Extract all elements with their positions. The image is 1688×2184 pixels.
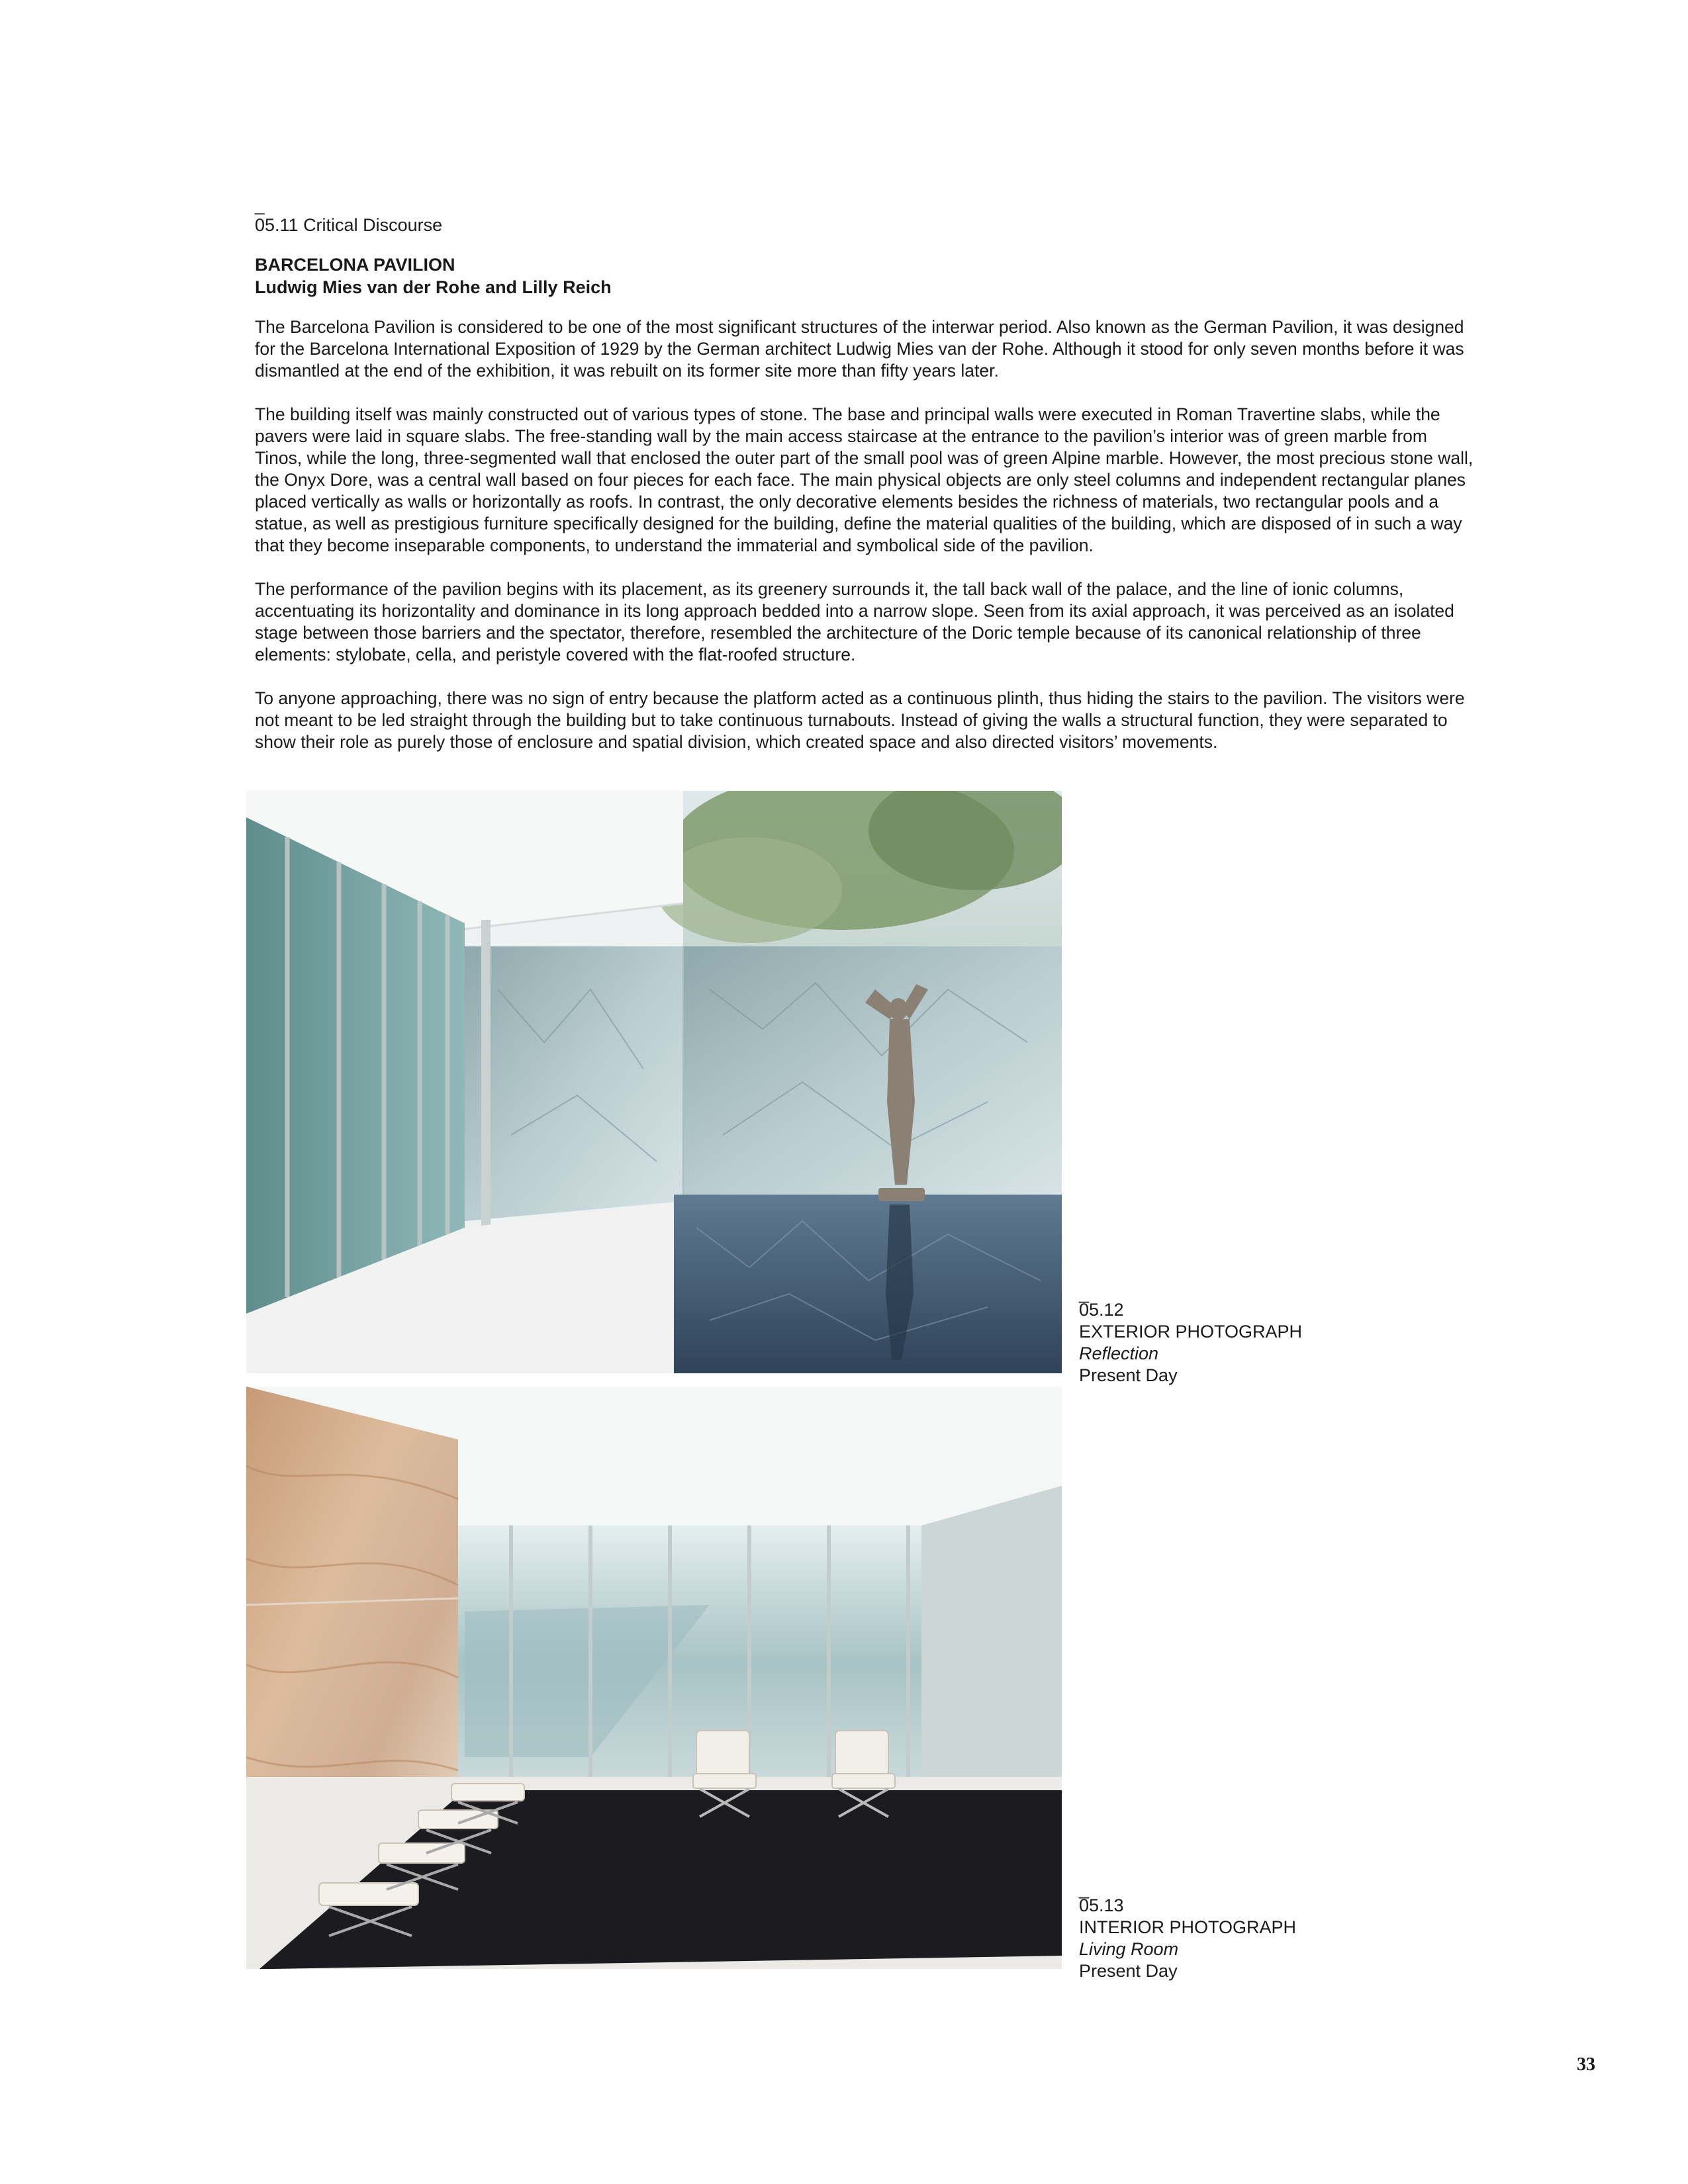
- caption-subject: Living Room: [1079, 1939, 1179, 1959]
- paragraph: The building itself was mainly constructed out of various types of stone. The base and principal walls were executed in Roman Travertine slabs, while the pavers were laid in square slabs. The free-standing wall by the main access staircase at the entrance to the pavilion’s interior was of green marble from Tinos, while the long, three-segmented wall that enclosed the outer part of the small pool was of green Alpine marble. However, the most precious stone wall, the Onyx Dore, was a central wall based on four pieces for each face. The main physical objects are only steel columns and independent rectangular planes placed vertically as walls or horizontally as roofs. In contrast, the only decorative elements besides the richness of materials, two rectangular pools and a statue, as well as prestigious furniture specifically designed for the building, define the material qualities of the building, which are disposed of in such a way that they become inseparable components, to understand the immaterial and symbolical side of the pavilion.: [255, 404, 1474, 555]
- chair: [693, 1731, 756, 1788]
- page-subtitle: Ludwig Mies van der Rohe and Lilly Reich: [255, 277, 612, 297]
- caption-date: Present Day: [1079, 1961, 1178, 1981]
- figure-caption-interior: [1079, 1879, 1297, 1982]
- exterior-photograph-drawing: [246, 791, 1062, 1373]
- page-title: BARCELONA PAVILION: [255, 255, 455, 275]
- section-dash: _: [255, 195, 265, 215]
- figure-caption-exterior: [1079, 1283, 1303, 1387]
- page-number: 33: [1577, 2054, 1595, 2075]
- interior-photograph-drawing: [246, 1387, 1062, 1969]
- caption-number: 05.13: [1079, 1895, 1124, 1915]
- paragraph: To anyone approaching, there was no sign of entry because the platform acted as a continuous plinth, thus hiding the stairs to the pavilion. The visitors were not meant to be led straight through the building but to take continuous turnabouts. Instead of giving the walls a structural function, they were separated to show their role as purely those of enclosure and spatial division, which created space and also directed visitors’ movements.: [255, 688, 1465, 752]
- body-text: [255, 316, 1476, 775]
- caption-dash: _: [1079, 1283, 1090, 1303]
- caption-number: 05.12: [1079, 1300, 1124, 1320]
- caption-subject: Reflection: [1079, 1343, 1159, 1363]
- caption-date: Present Day: [1079, 1365, 1178, 1385]
- paragraph: The performance of the pavilion begins with its placement, as its greenery surrounds it, the tall back wall of the palace, and the line of ionic columns, accentuating its horizontality and dominance in its long approach bedded into a narrow slope. Seen from its axial approach, it was perceived as an isolated stage between those barriers and the spectator, therefore, resembled the architecture of the Doric temple because of its canonical relationship of three elements: stylobate, cella, and peristyle covered with the flat-roofed structure.: [255, 579, 1454, 664]
- interior-photograph: [246, 1387, 1062, 1969]
- caption-type: INTERIOR PHOTOGRAPH: [1079, 1917, 1297, 1937]
- section-label: 05.11 Critical Discourse: [255, 215, 443, 235]
- caption-type: EXTERIOR PHOTOGRAPH: [1079, 1322, 1303, 1342]
- caption-dash: _: [1079, 1879, 1090, 1899]
- paragraph: The Barcelona Pavilion is considered to be one of the most significant structures of the interwar period. Also known as the German Pavilion, it was designed for the Barcelona International Exposition of 1929 by the German architect Ludwig Mies van der Rohe. Although it stood for only seven months before it was dismantled at the end of the exhibition, it was rebuilt on its former site more than fifty years later.: [255, 317, 1464, 381]
- exterior-photograph: [246, 791, 1062, 1373]
